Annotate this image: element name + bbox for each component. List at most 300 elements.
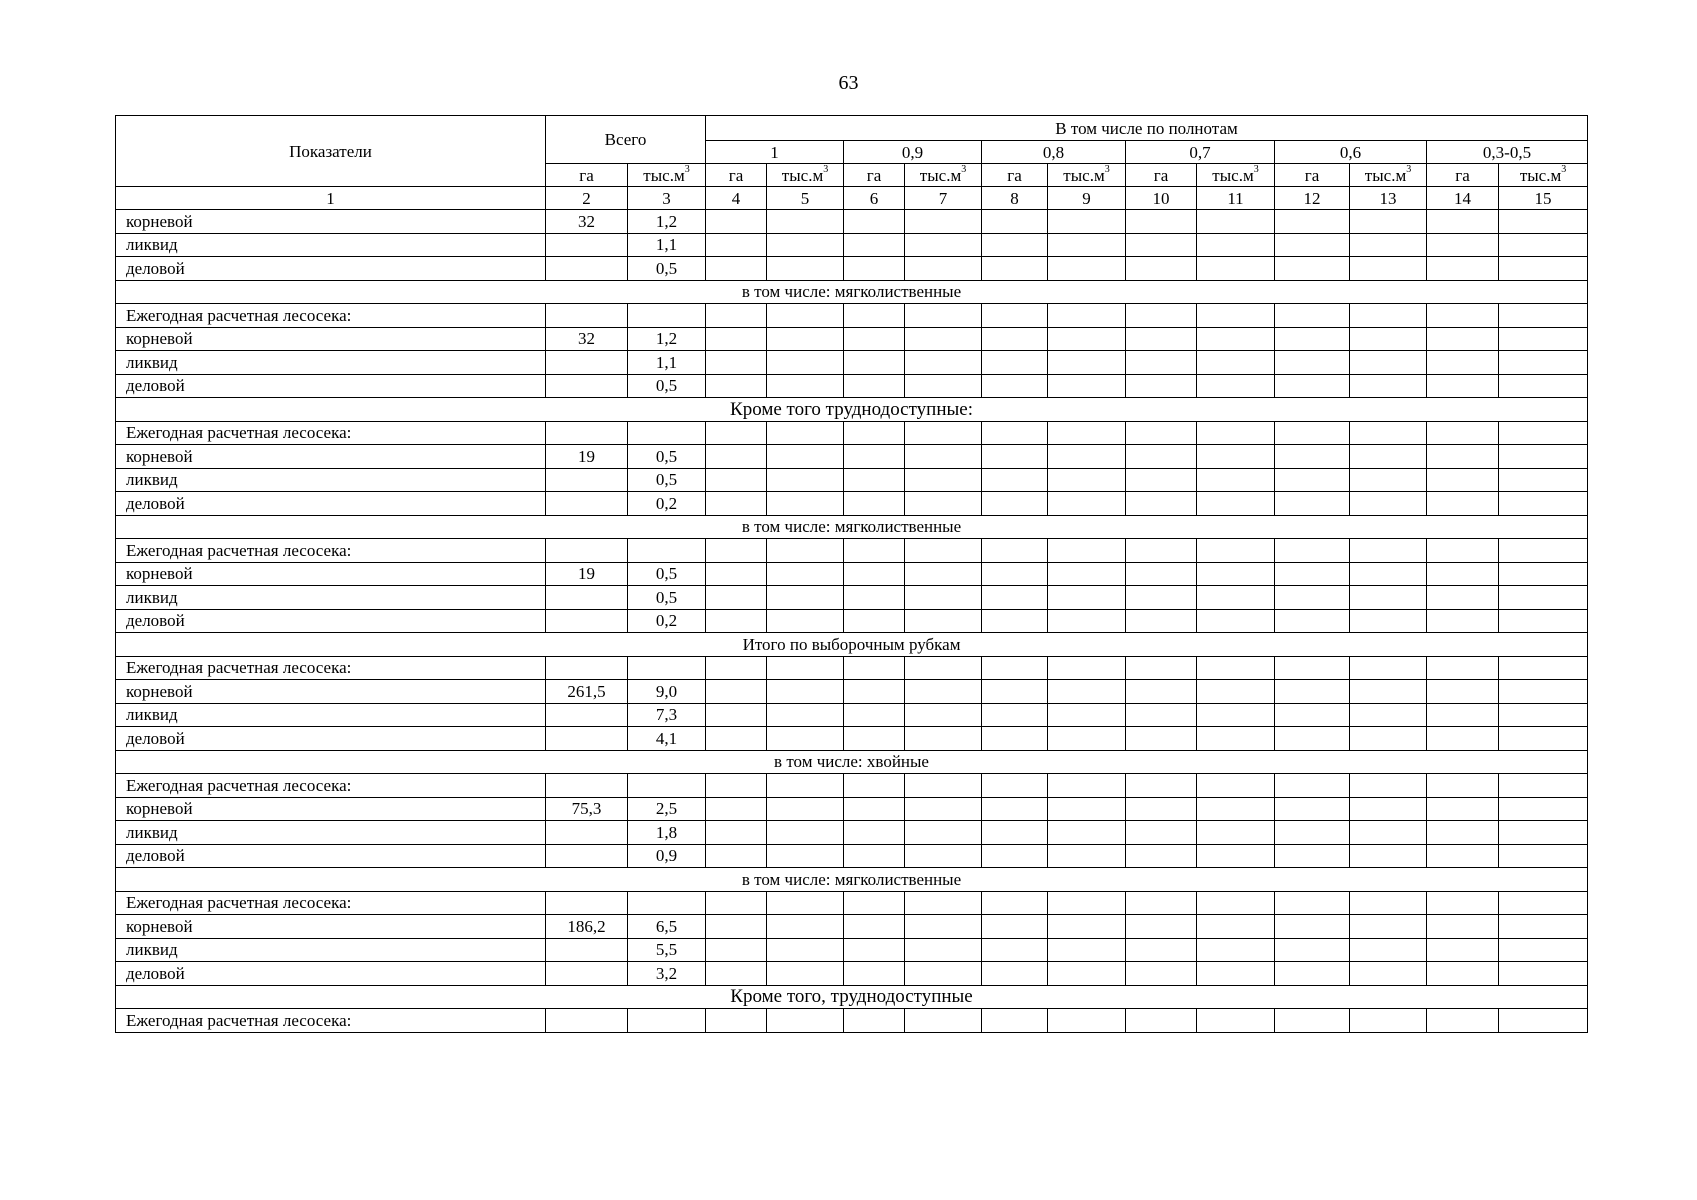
density-cell — [1427, 210, 1499, 234]
density-cell — [1499, 304, 1588, 328]
density-cell — [1499, 797, 1588, 821]
density-cell — [767, 703, 844, 727]
table-row — [116, 539, 1588, 563]
column-number: 13 — [1350, 187, 1427, 210]
density-cell — [1275, 210, 1350, 234]
unit-volume-text: тыс.м — [1063, 165, 1105, 185]
density-cell — [1048, 586, 1126, 610]
density-cell — [1048, 680, 1126, 704]
density-cell — [1197, 468, 1275, 492]
unit-volume-exponent: 3 — [1253, 163, 1259, 175]
density-header: 0,9 — [844, 141, 982, 164]
total-ha-cell — [546, 1009, 628, 1033]
density-cell — [905, 938, 982, 962]
density-cell — [1350, 374, 1427, 398]
total-volume-cell: 1,8 — [628, 821, 706, 845]
total-volume-cell: 9,0 — [628, 680, 706, 704]
density-cell — [1048, 891, 1126, 915]
density-cell — [1427, 233, 1499, 257]
density-cell — [905, 492, 982, 516]
unit-volume-exponent: 3 — [1104, 163, 1110, 175]
density-cell — [1048, 351, 1126, 375]
density-cell — [1048, 962, 1126, 986]
density-cell — [706, 938, 767, 962]
density-cell — [767, 938, 844, 962]
total-ha-cell — [546, 656, 628, 680]
row-label: деловой — [116, 492, 546, 516]
density-header: 0,7 — [1126, 141, 1275, 164]
density-cell — [1275, 891, 1350, 915]
density-cell — [1427, 938, 1499, 962]
density-cell — [1048, 656, 1126, 680]
density-cell — [1126, 680, 1197, 704]
row-label: деловой — [116, 257, 546, 281]
density-cell — [1197, 327, 1275, 351]
row-label: корневой — [116, 562, 546, 586]
section-row — [116, 868, 1588, 892]
header-indicators: Показатели — [116, 116, 546, 187]
total-ha-cell: 261,5 — [546, 680, 628, 704]
density-cell — [1499, 962, 1588, 986]
density-cell — [982, 304, 1048, 328]
total-ha-cell — [546, 233, 628, 257]
density-cell — [767, 1009, 844, 1033]
density-cell — [1048, 774, 1126, 798]
density-cell — [905, 304, 982, 328]
density-cell — [1427, 468, 1499, 492]
row-label: корневой — [116, 797, 546, 821]
density-cell — [982, 562, 1048, 586]
total-ha-cell — [546, 962, 628, 986]
unit-volume — [1499, 164, 1588, 187]
density-cell — [706, 304, 767, 328]
density-cell — [844, 586, 905, 610]
row-label: ликвид — [116, 586, 546, 610]
density-cell — [706, 257, 767, 281]
density-cell — [1427, 539, 1499, 563]
density-cell — [1499, 492, 1588, 516]
unit-volume-exponent: 3 — [1561, 163, 1567, 175]
density-cell — [1197, 304, 1275, 328]
density-cell — [905, 962, 982, 986]
density-cell — [1197, 915, 1275, 939]
density-cell — [767, 492, 844, 516]
density-cell — [1197, 374, 1275, 398]
density-cell — [767, 374, 844, 398]
density-cell — [1427, 374, 1499, 398]
total-volume-cell: 7,3 — [628, 703, 706, 727]
density-cell — [1350, 844, 1427, 868]
density-cell — [1427, 562, 1499, 586]
section-row — [116, 515, 1588, 539]
density-cell — [767, 821, 844, 845]
total-ha-cell: 19 — [546, 562, 628, 586]
density-cell — [844, 304, 905, 328]
total-ha-cell — [546, 492, 628, 516]
unit-ha: га — [1275, 164, 1350, 187]
density-cell — [1499, 586, 1588, 610]
density-cell — [1499, 891, 1588, 915]
density-cell — [844, 351, 905, 375]
density-cell — [1499, 938, 1588, 962]
density-cell — [1275, 257, 1350, 281]
column-number: 5 — [767, 187, 844, 210]
density-cell — [982, 774, 1048, 798]
density-cell — [844, 374, 905, 398]
total-ha-cell — [546, 586, 628, 610]
density-cell — [1350, 821, 1427, 845]
density-cell — [982, 962, 1048, 986]
density-cell — [1126, 374, 1197, 398]
density-cell — [1350, 703, 1427, 727]
density-cell — [767, 609, 844, 633]
total-ha-cell: 75,3 — [546, 797, 628, 821]
density-cell — [767, 539, 844, 563]
total-ha-cell: 186,2 — [546, 915, 628, 939]
density-cell — [844, 844, 905, 868]
total-volume-cell: 0,5 — [628, 586, 706, 610]
density-cell — [844, 703, 905, 727]
density-cell — [1275, 586, 1350, 610]
density-cell — [1275, 680, 1350, 704]
total-volume-cell: 3,2 — [628, 962, 706, 986]
density-cell — [1048, 492, 1126, 516]
density-cell — [844, 421, 905, 445]
density-cell — [1499, 539, 1588, 563]
density-cell — [767, 351, 844, 375]
density-cell — [706, 797, 767, 821]
density-cell — [905, 797, 982, 821]
density-cell — [1427, 609, 1499, 633]
density-cell — [1048, 421, 1126, 445]
density-cell — [1275, 421, 1350, 445]
density-cell — [1499, 774, 1588, 798]
density-cell — [706, 586, 767, 610]
density-cell — [706, 656, 767, 680]
density-cell — [905, 915, 982, 939]
unit-volume — [1350, 164, 1427, 187]
density-cell — [706, 703, 767, 727]
density-cell — [844, 233, 905, 257]
density-cell — [1427, 257, 1499, 281]
density-cell — [1427, 586, 1499, 610]
density-cell — [1126, 327, 1197, 351]
density-cell — [1427, 703, 1499, 727]
density-cell — [1048, 257, 1126, 281]
density-cell — [1126, 656, 1197, 680]
density-cell — [1275, 374, 1350, 398]
total-ha-cell — [546, 351, 628, 375]
total-ha-cell: 32 — [546, 210, 628, 234]
row-label: Ежегодная расчетная лесосека: — [116, 421, 546, 445]
density-cell — [1275, 656, 1350, 680]
density-cell — [982, 257, 1048, 281]
density-cell — [1275, 562, 1350, 586]
density-cell — [905, 609, 982, 633]
total-volume-cell: 0,5 — [628, 257, 706, 281]
density-cell — [1275, 774, 1350, 798]
table-row — [116, 257, 1588, 281]
density-cell — [1197, 539, 1275, 563]
density-cell — [1275, 1009, 1350, 1033]
density-cell — [767, 562, 844, 586]
header-total: Всего — [546, 116, 706, 164]
density-cell — [706, 844, 767, 868]
density-cell — [1048, 703, 1126, 727]
density-cell — [844, 891, 905, 915]
total-volume-cell: 5,5 — [628, 938, 706, 962]
column-number: 2 — [546, 187, 628, 210]
row-label: деловой — [116, 962, 546, 986]
density-cell — [982, 727, 1048, 751]
table-row — [116, 774, 1588, 798]
density-cell — [1048, 609, 1126, 633]
table-row — [116, 656, 1588, 680]
density-cell — [1350, 210, 1427, 234]
density-cell — [1048, 374, 1126, 398]
density-cell — [1126, 351, 1197, 375]
density-cell — [982, 915, 1048, 939]
column-number: 1 — [116, 187, 546, 210]
density-cell — [1126, 562, 1197, 586]
density-cell — [982, 445, 1048, 469]
density-cell — [706, 445, 767, 469]
density-cell — [767, 257, 844, 281]
total-volume-cell — [628, 1009, 706, 1033]
density-cell — [905, 210, 982, 234]
density-cell — [982, 703, 1048, 727]
density-cell — [1048, 727, 1126, 751]
density-cell — [1126, 421, 1197, 445]
density-cell — [1350, 257, 1427, 281]
table-row — [116, 421, 1588, 445]
table-row — [116, 562, 1588, 586]
section-title: в том числе: мягколиственные — [116, 280, 1588, 304]
density-cell — [905, 562, 982, 586]
total-ha-cell — [546, 421, 628, 445]
unit-ha: га — [706, 164, 767, 187]
total-volume-cell: 0,2 — [628, 492, 706, 516]
density-cell — [905, 445, 982, 469]
density-cell — [905, 1009, 982, 1033]
density-cell — [1275, 445, 1350, 469]
section-title: в том числе: мягколиственные — [116, 515, 1588, 539]
density-cell — [1499, 421, 1588, 445]
unit-volume-text: тыс.м — [1212, 165, 1254, 185]
density-cell — [1499, 562, 1588, 586]
density-cell — [982, 327, 1048, 351]
table-row — [116, 962, 1588, 986]
density-cell — [1197, 351, 1275, 375]
unit-volume-exponent: 3 — [961, 163, 967, 175]
density-cell — [982, 421, 1048, 445]
density-cell — [1499, 233, 1588, 257]
density-cell — [1275, 304, 1350, 328]
total-ha-cell — [546, 539, 628, 563]
column-number: 11 — [1197, 187, 1275, 210]
density-cell — [982, 586, 1048, 610]
density-cell — [706, 468, 767, 492]
density-cell — [1197, 257, 1275, 281]
density-cell — [1275, 703, 1350, 727]
density-cell — [1126, 938, 1197, 962]
row-label: Ежегодная расчетная лесосека: — [116, 774, 546, 798]
density-cell — [905, 656, 982, 680]
row-label: деловой — [116, 609, 546, 633]
density-cell — [1197, 844, 1275, 868]
total-volume-cell: 1,2 — [628, 327, 706, 351]
total-ha-cell: 32 — [546, 327, 628, 351]
density-cell — [1350, 468, 1427, 492]
density-cell — [1275, 962, 1350, 986]
density-cell — [905, 257, 982, 281]
density-cell — [1427, 727, 1499, 751]
density-cell — [1126, 844, 1197, 868]
row-label: корневой — [116, 680, 546, 704]
table-row — [116, 915, 1588, 939]
table-row — [116, 468, 1588, 492]
density-cell — [767, 304, 844, 328]
density-cell — [1126, 962, 1197, 986]
section-title: Кроме того труднодоступные: — [116, 398, 1588, 422]
total-volume-cell: 0,5 — [628, 445, 706, 469]
density-cell — [1350, 562, 1427, 586]
density-cell — [706, 915, 767, 939]
density-cell — [982, 1009, 1048, 1033]
table-row — [116, 727, 1588, 751]
density-cell — [1048, 844, 1126, 868]
density-cell — [767, 962, 844, 986]
density-cell — [982, 656, 1048, 680]
density-cell — [844, 539, 905, 563]
section-row — [116, 280, 1588, 304]
density-cell — [844, 609, 905, 633]
density-cell — [1350, 421, 1427, 445]
section-title: в том числе: мягколиственные — [116, 868, 1588, 892]
density-cell — [1197, 962, 1275, 986]
density-cell — [767, 586, 844, 610]
density-cell — [1197, 821, 1275, 845]
section-row — [116, 750, 1588, 774]
density-cell — [1197, 891, 1275, 915]
table-row — [116, 680, 1588, 704]
density-cell — [1197, 703, 1275, 727]
density-cell — [1197, 656, 1275, 680]
table-row — [116, 1009, 1588, 1033]
density-cell — [1197, 1009, 1275, 1033]
column-number: 8 — [982, 187, 1048, 210]
density-cell — [706, 891, 767, 915]
density-cell — [1048, 915, 1126, 939]
density-cell — [1126, 821, 1197, 845]
total-volume-cell: 0,5 — [628, 374, 706, 398]
density-cell — [1499, 351, 1588, 375]
density-cell — [1427, 680, 1499, 704]
unit-volume-text: тыс.м — [643, 165, 685, 185]
column-number: 10 — [1126, 187, 1197, 210]
total-ha-cell — [546, 774, 628, 798]
table-row — [116, 374, 1588, 398]
row-label: корневой — [116, 445, 546, 469]
density-cell — [767, 680, 844, 704]
unit-volume — [905, 164, 982, 187]
density-cell — [1048, 468, 1126, 492]
row-label: Ежегодная расчетная лесосека: — [116, 304, 546, 328]
unit-ha: га — [1126, 164, 1197, 187]
density-cell — [1499, 374, 1588, 398]
density-cell — [1048, 304, 1126, 328]
section-title: Кроме того, труднодоступные — [116, 985, 1588, 1009]
density-cell — [1126, 539, 1197, 563]
density-cell — [1350, 351, 1427, 375]
density-cell — [1275, 797, 1350, 821]
total-ha-cell — [546, 374, 628, 398]
density-cell — [1275, 915, 1350, 939]
table-row — [116, 821, 1588, 845]
density-cell — [905, 351, 982, 375]
density-cell — [905, 891, 982, 915]
density-cell — [905, 374, 982, 398]
density-cell — [1427, 351, 1499, 375]
density-cell — [1350, 774, 1427, 798]
row-label: ликвид — [116, 821, 546, 845]
density-cell — [844, 210, 905, 234]
density-cell — [1499, 656, 1588, 680]
density-cell — [1126, 304, 1197, 328]
table-row — [116, 797, 1588, 821]
density-cell — [706, 562, 767, 586]
density-cell — [1197, 938, 1275, 962]
density-cell — [1499, 609, 1588, 633]
density-cell — [1499, 844, 1588, 868]
density-cell — [1275, 468, 1350, 492]
density-cell — [844, 727, 905, 751]
unit-volume-exponent: 3 — [1406, 163, 1412, 175]
density-cell — [706, 327, 767, 351]
density-cell — [767, 445, 844, 469]
density-cell — [706, 351, 767, 375]
density-cell — [767, 233, 844, 257]
density-cell — [1499, 915, 1588, 939]
density-cell — [844, 938, 905, 962]
density-cell — [844, 774, 905, 798]
total-ha-cell — [546, 938, 628, 962]
density-cell — [1350, 797, 1427, 821]
row-label: деловой — [116, 844, 546, 868]
density-cell — [706, 609, 767, 633]
density-cell — [1048, 821, 1126, 845]
density-cell — [1197, 680, 1275, 704]
density-cell — [1499, 680, 1588, 704]
density-cell — [905, 421, 982, 445]
total-ha-cell — [546, 703, 628, 727]
density-cell — [1499, 445, 1588, 469]
column-number: 9 — [1048, 187, 1126, 210]
density-header: 0,8 — [982, 141, 1126, 164]
density-cell — [1499, 703, 1588, 727]
unit-volume-text: тыс.м — [919, 165, 962, 185]
total-volume-cell: 1,1 — [628, 351, 706, 375]
density-cell — [844, 821, 905, 845]
table-row — [116, 609, 1588, 633]
density-cell — [905, 844, 982, 868]
density-cell — [1499, 468, 1588, 492]
section-row — [116, 398, 1588, 422]
table-row — [116, 891, 1588, 915]
density-cell — [1350, 915, 1427, 939]
table-row — [116, 938, 1588, 962]
density-cell — [1197, 210, 1275, 234]
